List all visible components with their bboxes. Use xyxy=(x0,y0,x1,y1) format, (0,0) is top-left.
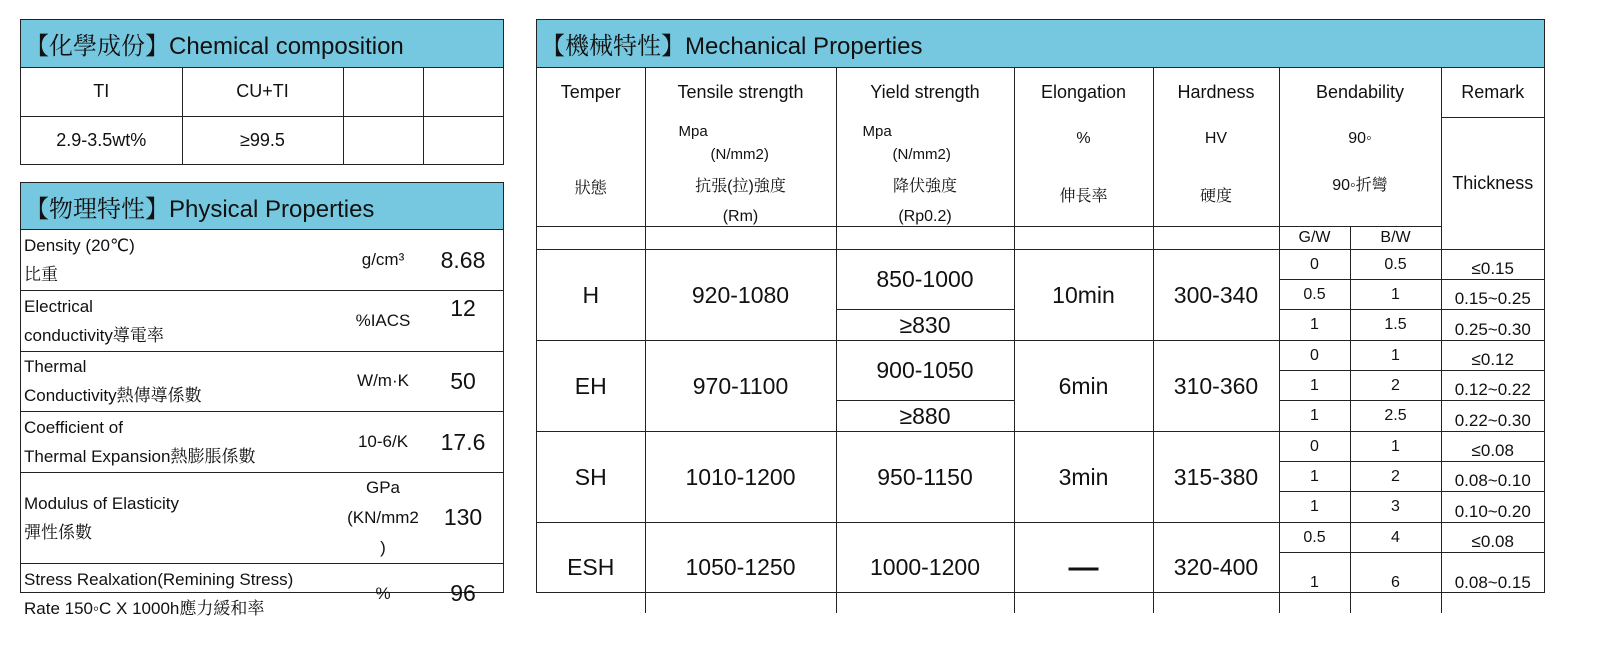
chem-header-cu-ti: CU+TI xyxy=(182,68,343,116)
thickness-cell: 0.08~0.15 xyxy=(1441,553,1544,613)
physical-properties-table xyxy=(21,230,503,624)
table-row xyxy=(21,563,503,624)
header-yield-label: Yield strength xyxy=(870,82,980,102)
table-row xyxy=(537,250,1544,280)
gw-cell: 0 xyxy=(1279,341,1350,371)
table-row xyxy=(21,230,503,291)
header-tensile-unit: Mpa xyxy=(678,123,708,140)
bw-cell: 2 xyxy=(1350,462,1441,492)
chemical-composition-title: 【化學成份】Chemical composition xyxy=(21,20,503,68)
thickness-cell: 0.25~0.30 xyxy=(1441,310,1544,341)
mechanical-properties-title: 【機械特性】Mechanical Properties xyxy=(537,20,1544,68)
header-tensile xyxy=(645,68,836,227)
property-value: 12 xyxy=(423,291,503,352)
header-elongation-label: Elongation xyxy=(1040,82,1127,102)
property-value: 130 xyxy=(423,472,503,563)
yield-cell-2: ≥830 xyxy=(836,310,1014,341)
chem-header-empty-1 xyxy=(343,68,423,116)
property-value: 50 xyxy=(423,351,503,412)
property-label-zh: 比重 xyxy=(24,265,58,285)
header-thickness-label: Thickness xyxy=(1452,172,1534,193)
property-label-zh: 彈性係數 xyxy=(24,522,92,542)
property-label-zh: Thermal Expansion熱膨脹係數 xyxy=(24,447,256,467)
tensile-cell: 1050-1250 xyxy=(645,523,836,613)
tensile-cell: 1010-1200 xyxy=(645,432,836,523)
header-hardness-zh: 硬度 xyxy=(1199,188,1232,205)
header-remark-label: Remark xyxy=(1461,81,1525,102)
header-bendability xyxy=(1279,68,1441,227)
header-gw: G/W xyxy=(1279,227,1350,250)
thickness-cell: 0.12~0.22 xyxy=(1441,371,1544,401)
hardness-cell: 320-400 xyxy=(1153,523,1279,613)
elongation-cell: — xyxy=(1014,523,1153,613)
header-tensile-unit-2: (N/mm2) xyxy=(710,146,769,163)
header-yield-symbol: (Rp0.2) xyxy=(898,208,952,225)
physical-properties-title: 【物理特性】Physical Properties xyxy=(21,183,503,230)
header-bendability-zh: 90◦折彎 xyxy=(1332,177,1388,194)
property-unit: %IACS xyxy=(355,310,411,330)
temper-cell: ESH xyxy=(537,523,645,613)
header-bendability-label: Bendability xyxy=(1315,82,1405,102)
chem-value-empty-1 xyxy=(343,116,423,164)
gw-cell: 1 xyxy=(1279,371,1350,401)
property-label: Modulus of Elasticity xyxy=(24,493,179,513)
header-thickness xyxy=(1441,117,1544,250)
temper-cell: H xyxy=(537,250,645,341)
table-row xyxy=(21,351,503,412)
header-remark xyxy=(1441,68,1544,117)
property-label-zh: Rate 150◦C X 1000h應力緩和率 xyxy=(24,598,265,618)
header-hardness xyxy=(1153,68,1279,227)
property-unit: GPa xyxy=(365,477,401,497)
gw-cell: 1 xyxy=(1279,553,1350,613)
property-label-zh: conductivity導電率 xyxy=(24,325,164,345)
bw-cell: 1 xyxy=(1350,432,1441,462)
hardness-cell: 300-340 xyxy=(1153,250,1279,341)
table-row xyxy=(21,472,503,563)
header-elongation-zh: 伸長率 xyxy=(1059,188,1108,205)
mechanical-properties-panel xyxy=(536,19,1545,593)
chem-value-ti: 2.9-3.5wt% xyxy=(21,116,182,164)
thickness-cell: ≤0.08 xyxy=(1441,432,1544,462)
header-bw: B/W xyxy=(1350,227,1441,250)
header-yield-unit-2: (N/mm2) xyxy=(892,146,951,163)
elongation-cell: 3min xyxy=(1014,432,1153,523)
yield-cell: 950-1150 xyxy=(836,432,1014,523)
header-temper-zh: 狀態 xyxy=(574,180,607,197)
thickness-cell: ≤0.08 xyxy=(1441,523,1544,553)
thickness-cell: ≤0.12 xyxy=(1441,341,1544,371)
gw-cell: 0 xyxy=(1279,432,1350,462)
property-value: 17.6 xyxy=(423,412,503,473)
hardness-cell: 315-380 xyxy=(1153,432,1279,523)
header-yield-unit: Mpa xyxy=(862,123,892,140)
thickness-cell: 0.10~0.20 xyxy=(1441,492,1544,523)
chem-value-cu-ti: ≥99.5 xyxy=(182,116,343,164)
chemical-composition-table xyxy=(21,68,503,164)
temper-cell: SH xyxy=(537,432,645,523)
gw-cell: 1 xyxy=(1279,401,1350,432)
chem-header-ti: TI xyxy=(21,68,182,116)
table-row xyxy=(537,523,1544,553)
gw-cell: 1 xyxy=(1279,462,1350,492)
property-label: Electrical xyxy=(24,296,93,316)
bw-cell: 1.5 xyxy=(1350,310,1441,341)
gw-cell: 0.5 xyxy=(1279,523,1350,553)
header-yield-zh: 降伏強度 xyxy=(892,178,957,195)
header-hardness-label: Hardness xyxy=(1177,82,1255,102)
chem-header-empty-2 xyxy=(423,68,503,116)
header-elongation xyxy=(1014,68,1153,227)
gw-cell: 0.5 xyxy=(1279,280,1350,310)
elongation-cell: 6min xyxy=(1014,341,1153,432)
header-tensile-symbol: (Rm) xyxy=(722,208,759,225)
gw-cell: 0 xyxy=(1279,250,1350,280)
property-label: Density (20℃) xyxy=(24,236,135,256)
gw-cell: 1 xyxy=(1279,492,1350,523)
property-value: 96 xyxy=(423,563,503,624)
header-hardness-unit: HV xyxy=(1204,130,1228,147)
header-temper xyxy=(537,68,645,227)
bw-cell: 3 xyxy=(1350,492,1441,523)
temper-cell: EH xyxy=(537,341,645,432)
property-unit: g/cm³ xyxy=(361,250,405,270)
property-label: Coefficient of xyxy=(24,418,123,438)
thickness-cell: 0.22~0.30 xyxy=(1441,401,1544,432)
header-elongation-unit: % xyxy=(1076,130,1091,147)
table-row xyxy=(537,341,1544,371)
property-value: 8.68 xyxy=(423,230,503,291)
bw-cell: 1 xyxy=(1350,280,1441,310)
property-label: Thermal xyxy=(24,357,87,377)
thickness-cell: 0.08~0.10 xyxy=(1441,462,1544,492)
property-unit: 10-6/K xyxy=(357,432,409,452)
gw-cell: 1 xyxy=(1279,310,1350,341)
property-unit-2: (KN/mm2 ) xyxy=(347,507,419,557)
bw-cell: 6 xyxy=(1350,553,1441,613)
yield-cell: 900-1050 xyxy=(836,341,1014,401)
bw-cell: 2.5 xyxy=(1350,401,1441,432)
tensile-cell: 970-1100 xyxy=(645,341,836,432)
mechanical-properties-table xyxy=(537,68,1544,613)
chemical-composition-panel xyxy=(20,19,504,165)
header-bendability-degree: 90◦ xyxy=(1348,130,1372,147)
header-tensile-zh: 抗張(拉)強度 xyxy=(695,178,786,195)
elongation-cell: 10min xyxy=(1014,250,1153,341)
header-yield xyxy=(836,68,1014,227)
yield-cell: 850-1000 xyxy=(836,250,1014,310)
bw-cell: 2 xyxy=(1350,371,1441,401)
tensile-cell: 920-1080 xyxy=(645,250,836,341)
chem-value-empty-2 xyxy=(423,116,503,164)
physical-properties-panel xyxy=(20,182,504,618)
table-row xyxy=(21,412,503,473)
hardness-cell: 310-360 xyxy=(1153,341,1279,432)
property-unit: W/m·K xyxy=(357,371,409,391)
bw-cell: 0.5 xyxy=(1350,250,1441,280)
header-tensile-label: Tensile strength xyxy=(677,82,804,102)
property-label: Stress Realxation(Remining Stress) xyxy=(24,569,294,589)
property-label-zh: Conductivity熱傳導係數 xyxy=(24,386,202,406)
header-temper-label: Temper xyxy=(560,82,621,102)
thickness-cell: ≤0.15 xyxy=(1441,250,1544,280)
bw-cell: 1 xyxy=(1350,341,1441,371)
table-row xyxy=(537,432,1544,462)
table-row xyxy=(21,291,503,352)
property-unit: % xyxy=(375,583,391,603)
thickness-cell: 0.15~0.25 xyxy=(1441,280,1544,310)
yield-cell: 1000-1200 xyxy=(836,523,1014,613)
bw-cell: 4 xyxy=(1350,523,1441,553)
yield-cell-2: ≥880 xyxy=(836,401,1014,432)
